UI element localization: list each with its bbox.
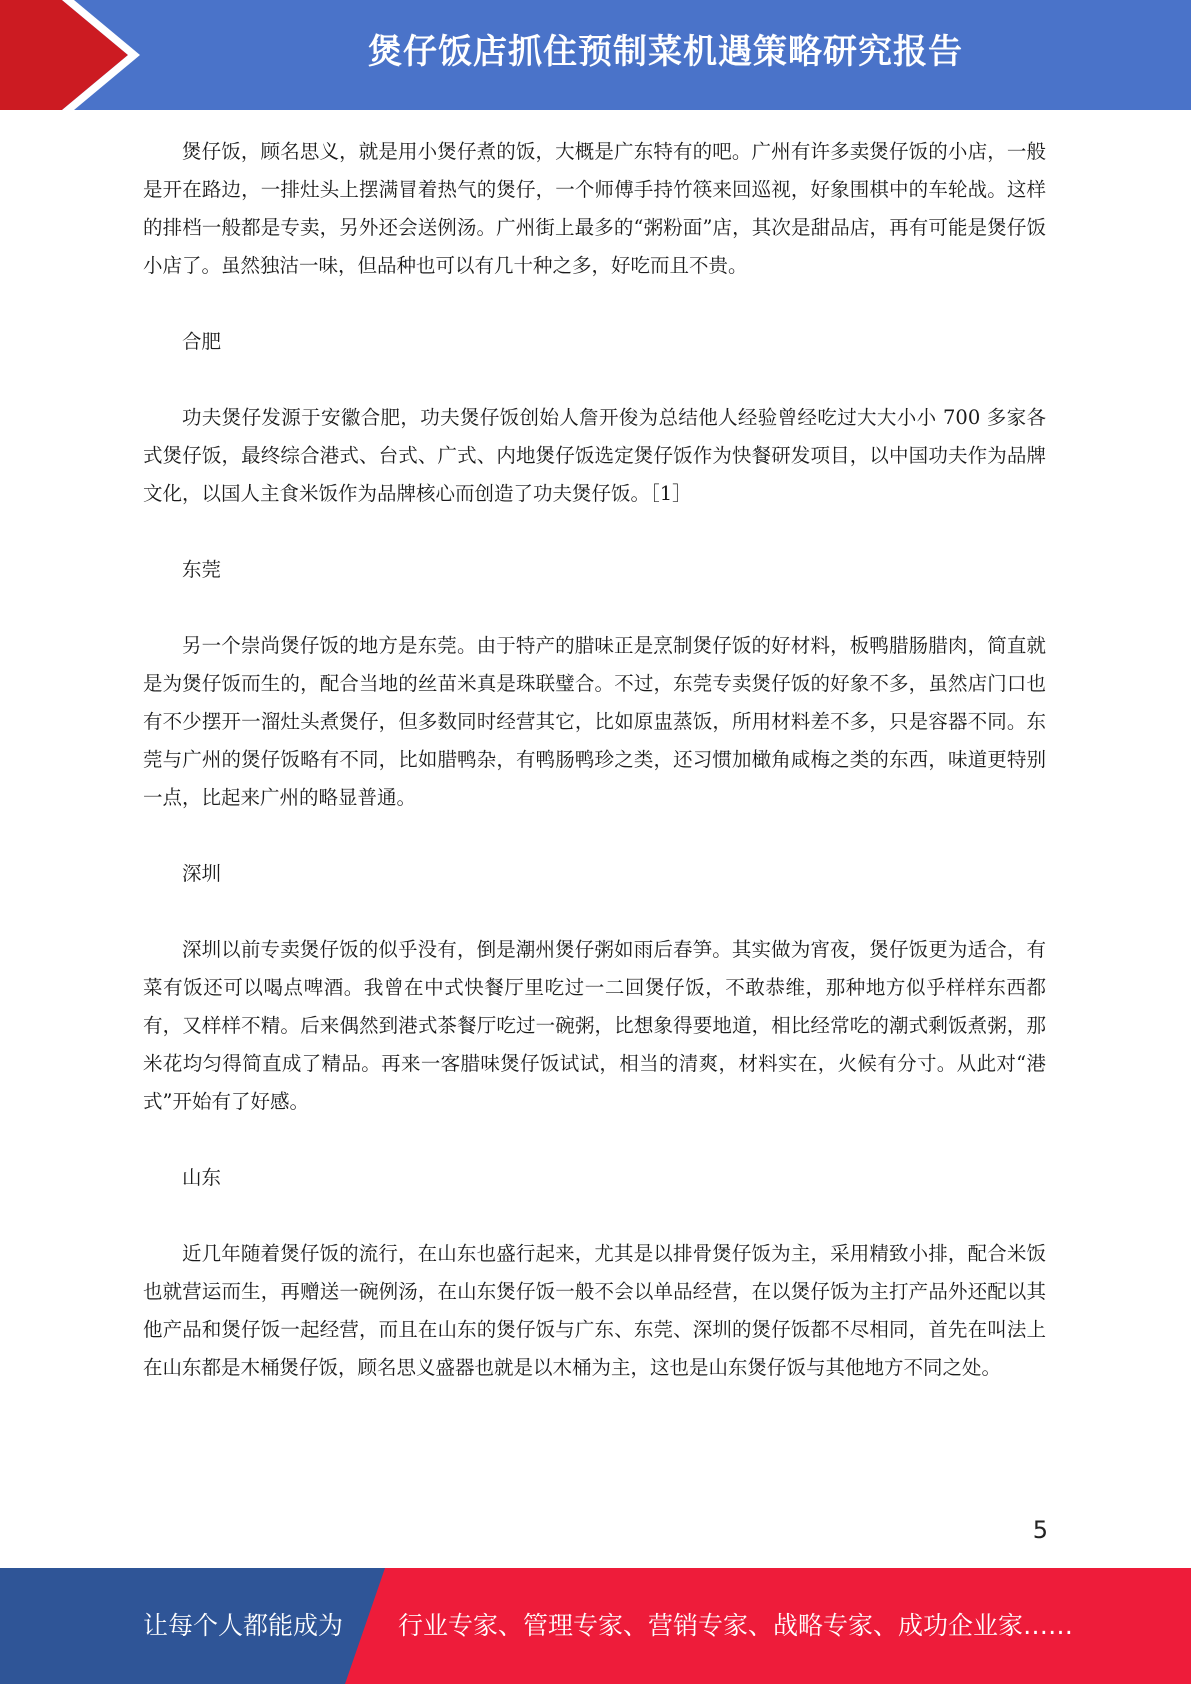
- section-heading-hefei: 合肥: [182, 330, 222, 353]
- footer-slogan-right: 行业专家、管理专家、营销专家、战略专家、成功企业家……: [398, 1611, 1074, 1640]
- section-text-shenzhen: 深圳以前专卖煲仔饭的似乎没有，倒是潮州煲仔粥如雨后春笋。其实做为宵夜，煲仔饭更为适合，有菜有饭还可以喝点啤酒。我曾在中式快餐厅里吃过一二回煲仔饭，不敢恭维，那种地方似乎样样东西都有，又样样不精。后来偶然到港式茶餐厅吃过一碗粥，比想象得要地道，相比经常吃的潮式剩饭煮粥，那米花均匀得简直成了精品。再来一客腊味煲仔饭试试，相当的清爽，材料实在，火候有分寸。从此对“港式”开始有了好感。: [143, 938, 1046, 1113]
- arrow-chevron-icon: [0, 0, 150, 110]
- section-heading-shandong: 山东: [182, 1166, 222, 1189]
- section-heading-shenzhen: 深圳: [182, 862, 222, 885]
- footer-banner: [0, 1568, 1191, 1684]
- section-text-dongguan: 另一个崇尚煲仔饭的地方是东莞。由于特产的腊味正是烹制煲仔饭的好材料，板鸭腊肠腊肉，简直就是为煲仔饭而生的，配合当地的丝苗米真是珠联璧合。不过，东莞专卖煲仔饭的好象不多，虽然店门口也有不少摆开一溜灶头煮煲仔，但多数同时经营其它，比如原盅蒸饭，所用材料差不多，只是容器不同。东莞与广州的煲仔饭略有不同，比如腊鸭杂，有鸭肠鸭珍之类，还习惯加橄角咸梅之类的东西，味道更特别一点，比起来广州的略显普通。: [143, 634, 1046, 809]
- section-text-shandong: 近几年随着煲仔饭的流行，在山东也盛行起来，尤其是以排骨煲仔饭为主，采用精致小排，配合米饭也就营运而生，再赠送一碗例汤，在山东煲仔饭一般不会以单品经营，在以煲仔饭为主打产品外还配以其他产品和煲仔饭一起经营，而且在山东的煲仔饭与广东、东莞、深圳的煲仔饭都不尽相同，首先在叫法上在山东都是木桶煲仔饭，顾名思义盛器也就是以木桶为主，这也是山东煲仔饭与其他地方不同之处。: [143, 1242, 1046, 1379]
- page-title: 煲仔饭店抓住预制菜机遇策略研究报告: [368, 32, 963, 72]
- intro-paragraph: 煲仔饭，顾名思义，就是用小煲仔煮的饭，大概是广东特有的吧。广州有许多卖煲仔饭的小店，一般是开在路边，一排灶头上摆满冒着热气的煲仔，一个师傅手持竹筷来回巡视，好象围棋中的车轮战。这样的排档一般都是专卖，另外还会送例汤。广州街上最多的“粥粉面”店，其次是甜品店，再有可能是煲仔饭小店了。虽然独沽一味，但品种也可以有几十种之多，好吃而且不贵。: [143, 140, 1046, 277]
- page-number: 5: [1032, 1516, 1048, 1544]
- section-heading-dongguan: 东莞: [182, 558, 222, 581]
- footer-slogan-left: 让每个人都能成为: [143, 1611, 344, 1640]
- section-text-hefei: 功夫煲仔发源于安徽合肥，功夫煲仔饭创始人詹开俊为总结他人经验曾经吃过大大小小 700 多家各式煲仔饭，最终综合港式、台式、广式、内地煲仔饭选定煲仔饭作为快餐研发项目，以中国功夫作为品牌文化，以国人主食米饭作为品牌核心而创造了功夫煲仔饭。［1］: [143, 406, 1046, 505]
- header-banner: [0, 0, 1191, 110]
- document-body: [143, 133, 1046, 1387]
